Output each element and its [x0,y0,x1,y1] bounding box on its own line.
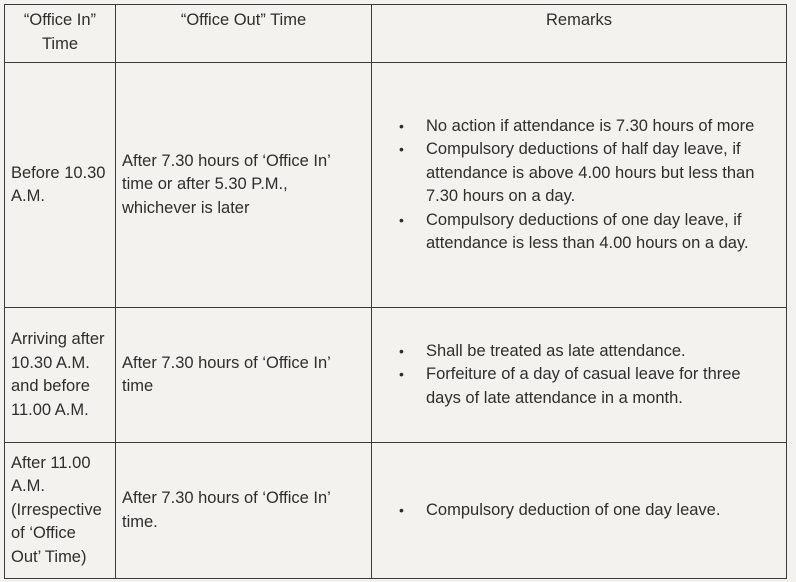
row-2-remarks [372,308,787,443]
row-2-office-out: After 7.30 hours of ‘Office In’ time [116,308,372,443]
attendance-rules-table [4,4,787,579]
table-row [5,443,787,579]
table-row [5,63,787,308]
remark-item: • Compulsory deductions of one day leave, if attendance is less than 4.00 hours on a day. [426,209,780,256]
header-remarks: Remarks [372,5,787,63]
row-1-office-in: Before 10.30 A.M. [5,63,116,308]
header-office-in: “Office In” Time [5,5,116,63]
remark-item: • Compulsory deductions of half day leave, if attendance is above 4.00 hours but less than 7.30 hours on a day. [426,138,780,209]
remark-item: • No action if attendance is 7.30 hours of more [426,115,780,139]
row-3-office-out: After 7.30 hours of ‘Office In’ time. [116,443,372,579]
row-1-office-out: After 7.30 hours of ‘Office In’ time or after 5.30 P.M., whichever is later [116,63,372,308]
row-1-remarks [372,63,787,308]
header-office-out: “Office Out” Time [116,5,372,63]
remark-item: • Shall be treated as late attendance. [426,340,780,364]
row-3-office-in: After 11.00 A.M. (Irrespective of ‘Office Out’ Time) [5,443,116,579]
table-row [5,308,787,443]
remark-item: • Compulsory deduction of one day leave. [426,499,780,523]
row-3-remarks [372,443,787,579]
remarks-list [378,115,780,256]
remark-item: • Forfeiture of a day of casual leave for three days of late attendance in a month. [426,363,780,410]
row-2-office-in: Arriving after 10.30 A.M. and before 11.00 A.M. [5,308,116,443]
remarks-list [378,340,780,411]
remarks-list [378,499,780,523]
table-header-row [5,5,787,63]
